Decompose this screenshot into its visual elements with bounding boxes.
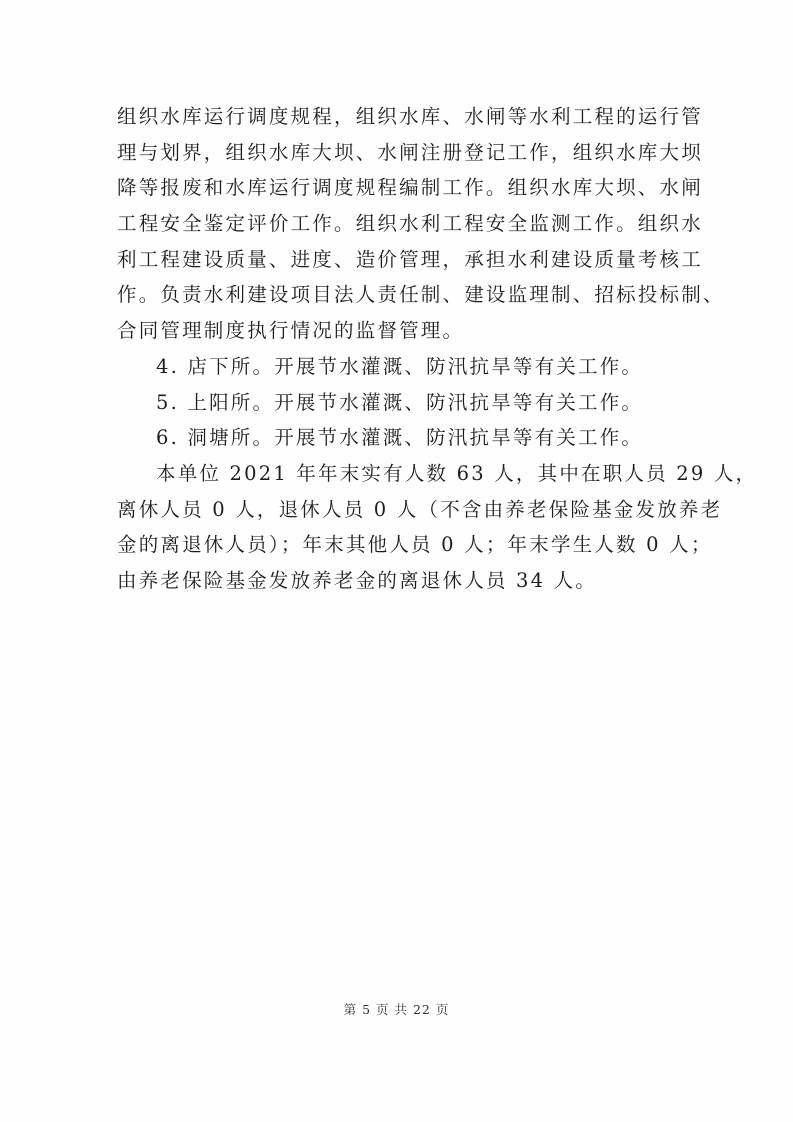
text-line: 利工程建设质量、进度、造价管理，承担水利建设质量考核工 [117,247,703,271]
page-number-footer: 第 5 页 共 22 页 [343,1002,450,1017]
list-item-shangyang: 5. 上阳所。开展节水灌溉、防汛抗旱等有关工作。 [156,390,644,414]
text-line: 作。负责水利建设项目法人责任制、建设监理制、招标投标制、 [117,283,725,307]
staffing-paragraph-start: 本单位 2021 年年末实有人数 63 人，其中在职人员 29 人， [156,461,758,485]
text-line: 工程安全鉴定评价工作。组织水利工程安全监测工作。组织水 [117,212,703,236]
body-text [117,99,758,599]
text-line: 由养老保险基金发放养老金的离退休人员 34 人。 [117,568,598,592]
list-item-dianxia: 4. 店下所。开展节水灌溉、防汛抗旱等有关工作。 [156,354,644,378]
text-line: 理与划界，组织水库大坝、水闸注册登记工作，组织水库大坝 [117,140,703,164]
text-line: 组织水库运行调度规程，组织水库、水闸等水利工程的运行管 [117,105,703,128]
text-line: 金的离退休人员）；年末其他人员 0 人；年末学生人数 0 人； [117,533,713,557]
text-line: 合同管理制度执行情况的监督管理。 [117,319,465,343]
text-line: 降等报废和水库运行调度规程编制工作。组织水库大坝、水闸 [117,176,703,200]
list-item-dongtang: 6. 洞塘所。开展节水灌溉、防汛抗旱等有关工作。 [156,426,644,450]
text-line: 离休人员 0 人，退休人员 0 人（不含由养老保险基金发放养老 [117,497,723,521]
